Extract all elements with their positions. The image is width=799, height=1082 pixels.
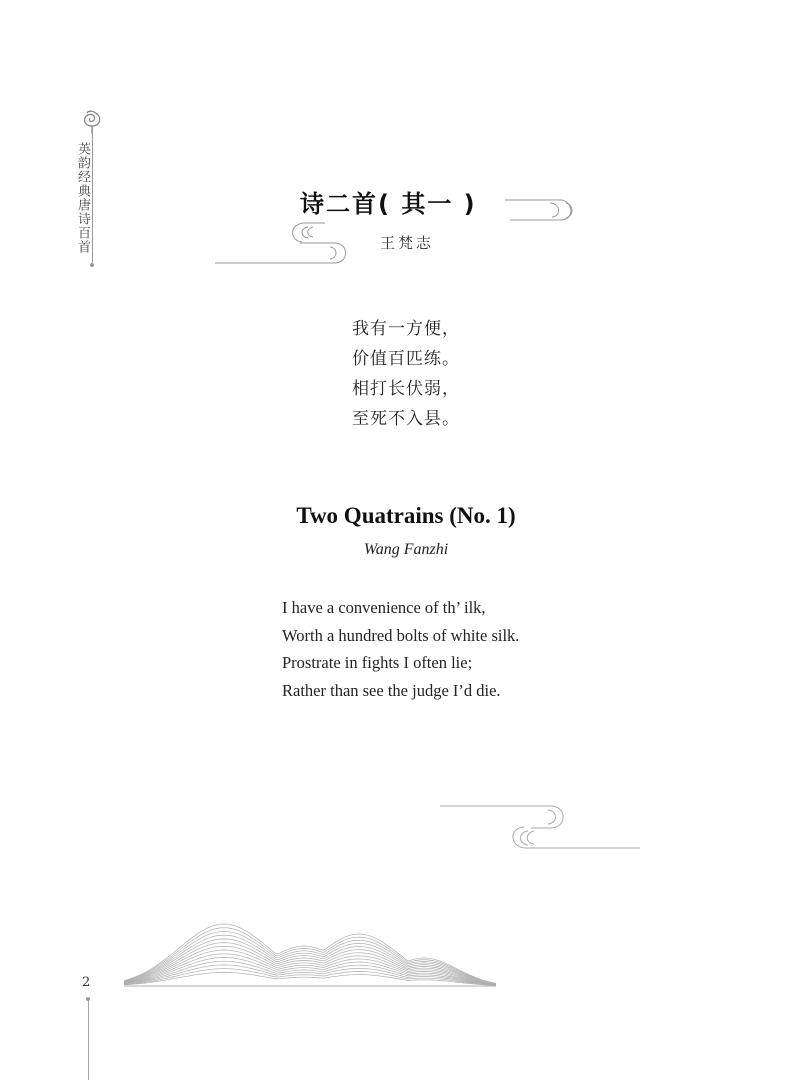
chinese-poem-line: 相打长伏弱， [352, 379, 460, 399]
chinese-poem-line: 我有一方便， [352, 319, 460, 339]
english-author: Wang Fanzhi [363, 541, 449, 558]
series-title: 英韵经典唐诗百首 [75, 142, 90, 254]
sidebar-line-bottom [88, 1000, 89, 1080]
cloud-scroll-icon [78, 106, 104, 136]
chinese-author: 王梵志 [380, 234, 435, 252]
page-number: 2 [82, 975, 91, 990]
english-title: Two Quatrains (No. 1) [296, 503, 516, 528]
sidebar-line-top [92, 126, 93, 264]
english-poem-line: Worth a hundred bolts of white silk. [282, 625, 520, 645]
sidebar-dot-top [90, 263, 94, 267]
chinese-poem-line: 至死不入县。 [352, 409, 460, 429]
chinese-poem-line: 价值百匹练。 [352, 349, 460, 369]
mountain-contour-line [124, 935, 496, 984]
chinese-poem [352, 314, 460, 434]
mountain-contour-line [124, 969, 496, 986]
mountain-lines-ornament [124, 918, 496, 990]
cloud-ornament-right [436, 800, 646, 856]
english-poem-line: Prostrate in fights I often lie; [282, 653, 473, 672]
english-poem-line: I have a convenience of th’ ilk, [282, 598, 486, 617]
chinese-title: 诗二首( 其一 ) [300, 190, 477, 218]
english-poem-line: Rather than see the judge I’d die. [282, 680, 501, 700]
english-poem [282, 594, 519, 704]
